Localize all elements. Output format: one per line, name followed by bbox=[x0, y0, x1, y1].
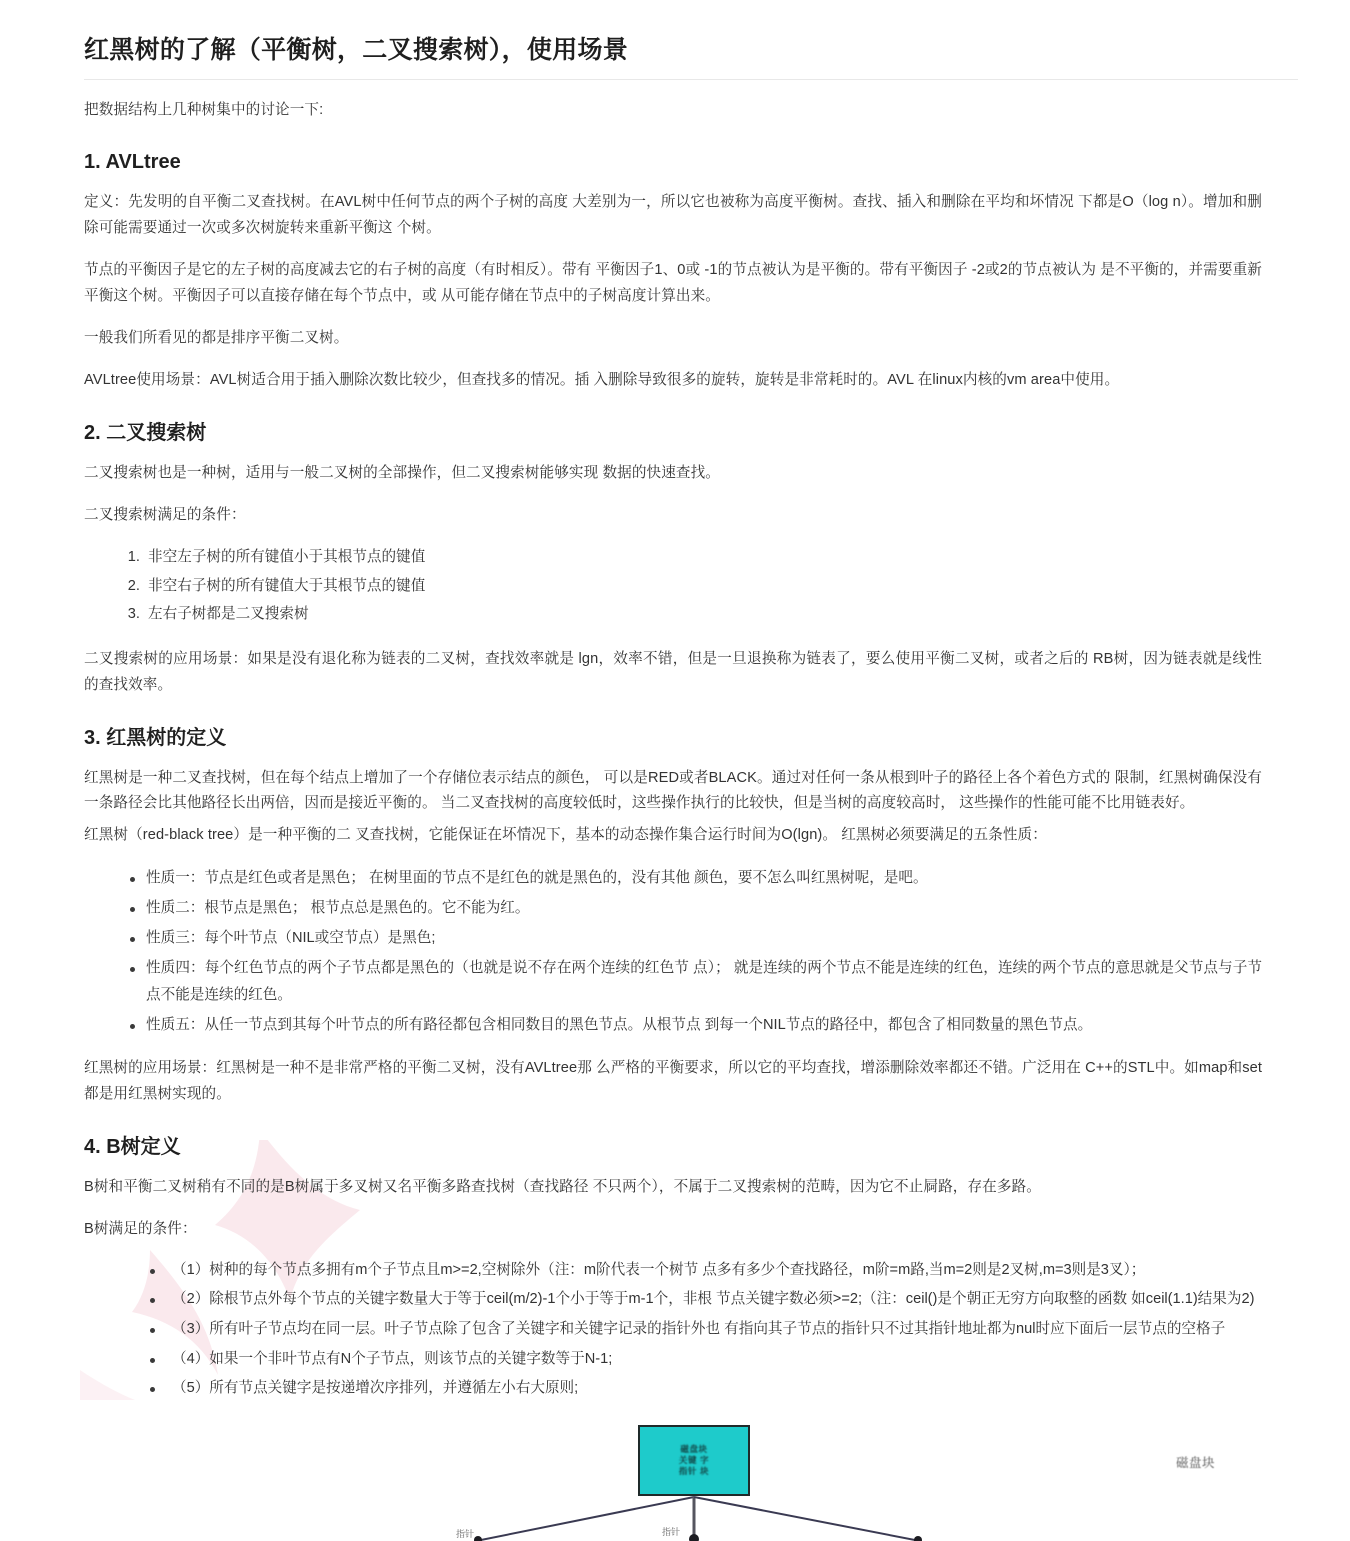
paragraph: 节点的平衡因子是它的左子树的高度减去它的右子树的高度（有时相反）。带有 平衡因子1、0或 -1的节点被认为是平衡的。带有平衡因子 -2或2的节点被认为 是不平衡的，并需要重新平衡这个树。平衡因子可以直接存储在每个节点中，或 从可能存储在节点中的子树高度计算出来。 bbox=[84, 262, 1262, 305]
btree-diagram bbox=[84, 1421, 1298, 1541]
list-item: 性质三：每个叶节点（NIL或空节点）是黑色; bbox=[130, 925, 1298, 953]
paragraph: B树和平衡二叉树稍有不同的是B树属于多叉树又名平衡多路查找树（查找路径 不只两个），不属于二叉搜索树的范畴，因为它不止屙路，存在多路。 bbox=[84, 1178, 1041, 1195]
list-item: （2）除根节点外每个节点的关键字数量大于等于ceil(m/2)-1个小于等于m-1个，非根 节点关键字数必须>=2;（注：ceil()是个朝正无穷方向取整的函数 如ceil(1.1)结果为2) bbox=[150, 1286, 1298, 1314]
paragraph: AVLtree使用场景：AVL树适合用于插入删除次数比较少，但查找多的情况。插 入删除导致很多的旋转，旋转是非常耗时的。AVL 在linux内核的vm area中使用。 bbox=[84, 372, 1120, 389]
intro-paragraph: 把数据结构上几种树集中的讨论一下: bbox=[84, 101, 324, 118]
section-heading-btree: 4. B树定义 bbox=[84, 1135, 181, 1158]
list-item: （4）如果一个非叶节点有N个子节点，则该节点的关键字数等于N-1; bbox=[150, 1346, 1298, 1374]
list-item: 2. 非空右子树的所有键值大于其根节点的键值 bbox=[144, 572, 1298, 600]
svg-text:指针: 指针 bbox=[456, 1529, 475, 1540]
paragraph: 二叉搜索树满足的条件： bbox=[84, 507, 246, 524]
bst-conditions-list bbox=[84, 543, 1298, 628]
btree-conditions-list bbox=[84, 1257, 1298, 1404]
rbtree-properties-list bbox=[84, 865, 1298, 1039]
list-item: 性质一：节点是红色或者是黑色； 在树里面的节点不是红色的就是黑色的，没有其他 颜色，要不怎么叫红黑树呢，是吧。 bbox=[130, 865, 1298, 893]
list-item: 性质二：根节点是黑色； 根节点总是黑色的。它不能为红。 bbox=[130, 895, 1298, 923]
list-item: （5）所有节点关键字是按递增次序排列，并遵循左小右大原则; bbox=[150, 1375, 1298, 1403]
btree-root-node bbox=[638, 1425, 750, 1496]
list-item: （3）所有叶子节点均在同一层。叶子节点除了包含了关键字和关键字记录的指针外也 有指向其子节点的指针只不过其指针地址都为nul时应下面后一层节点的空格子 bbox=[150, 1316, 1298, 1344]
paragraph: 红黑树是一种二叉查找树，但在每个结点上增加了一个存储位表示结点的颜色， 可以是RED或者BLACK。通过对任何一条从根到叶子的路径上各个着色方式的 限制，红黑树确保没有一条路径会比其他路径长出两倍，因而是接近平衡的。 当二叉查找树的高度较低时，这些操作执行的比较快，但是当树的高度较高时， 这些操作的性能可能不比用链表好。 bbox=[84, 769, 1262, 812]
node-line-3: 指针 块 bbox=[678, 1466, 710, 1477]
section-heading-avltree: 1. AVLtree bbox=[84, 151, 181, 174]
paragraph: 二叉搜索树的应用场景：如果是没有退化称为链表的二叉树，查找效率就是 lgn，效率不错，但是一旦退换称为链表了，要么使用平衡二叉树，或者之后的 RB树，因为链表就是线性的查找效率。 bbox=[84, 650, 1262, 693]
svg-text:指针: 指针 bbox=[662, 1527, 681, 1538]
node-line-2: 关键 字 bbox=[678, 1455, 710, 1466]
section-heading-bst: 2. 二叉搜索树 bbox=[84, 422, 207, 445]
list-item: 性质五：从任一节点到其每个叶节点的所有路径都包含相同数目的黑色节点。从根节点 到每一个NIL节点的路径中，都包含了相同数量的黑色节点。 bbox=[130, 1012, 1298, 1040]
list-item: （1）树种的每个节点多拥有m个子节点且m>=2,空树除外（注：m阶代表一个树节 点多有多少个查找路径，m阶=m路,当m=2则是2叉树,m=3则是3叉）； bbox=[150, 1257, 1298, 1285]
section-heading-rbtree: 3. 红黑树的定义 bbox=[84, 726, 227, 749]
list-item: 性质四：每个红色节点的两个子节点都是黑色的（也就是说不存在两个连续的红色节 点）； 就是连续的两个节点不能是连续的红色，连续的两个节点的意思就是父节点与子节点不能是连续的红色。 bbox=[130, 955, 1298, 1010]
paragraph: 一般我们所看见的都是排序平衡二叉树。 bbox=[84, 330, 349, 347]
node-line-1: 磁盘块 bbox=[680, 1443, 708, 1454]
disk-block-label: 磁盘块 bbox=[1176, 1456, 1216, 1471]
paragraph: 红黑树的应用场景：红黑树是一种不是非常严格的平衡二叉树，没有AVLtree那 么严格的平衡要求，所以它的平均查找，增添删除效率都还不错。广泛用在 C++的STL中。如map和set都是用红黑树实现的。 bbox=[84, 1059, 1262, 1102]
list-item: 3. 左右子树都是二叉搜索树 bbox=[144, 600, 1298, 628]
paragraph: 二叉搜索树也是一种树，适用与一般二叉树的全部操作，但二叉搜索树能够实现 数据的快速查找。 bbox=[84, 465, 720, 482]
paragraph: B树满足的条件： bbox=[84, 1220, 197, 1237]
page-title: 红黑树的了解（平衡树，二叉搜索树），使用场景 bbox=[84, 34, 1298, 80]
paragraph: 红黑树（red-black tree）是一种平衡的二 叉查找树，它能保证在坏情况下，基本的动态操作集合运行时间为O(lgn)。 红黑树必须要满足的五条性质： bbox=[84, 827, 1047, 844]
paragraph: 定义：先发明的自平衡二叉查找树。在AVL树中任何节点的两个子树的高度 大差别为一，所以它也被称为高度平衡树。查找、插入和删除在平均和坏情况 下都是O（log n）。增加和删除可能需要通过一次或多次树旋转来重新平衡这 个树。 bbox=[84, 194, 1262, 237]
list-item: 1. 非空左子树的所有键值小于其根节点的键值 bbox=[144, 543, 1298, 571]
